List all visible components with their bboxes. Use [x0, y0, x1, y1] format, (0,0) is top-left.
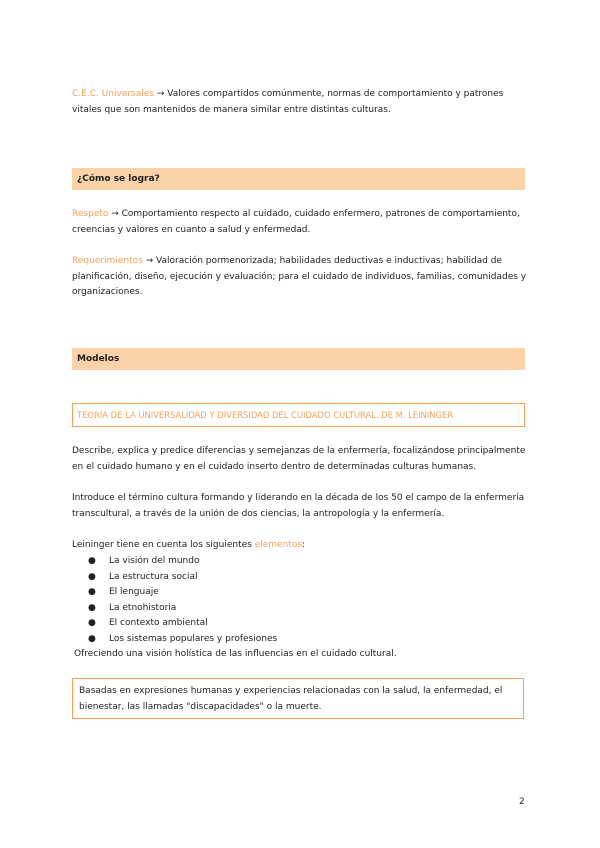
bullet-icon: ● — [88, 571, 96, 582]
respeto-arrow: → — [108, 209, 122, 219]
list-item-label: La etnohistoria — [109, 602, 177, 613]
respeto-text: Comportamiento respecto al cuidado, cuidado enfermero, patrones de comportamiento, creencias y valores en cuanto a salud y enfermedad. — [72, 209, 520, 235]
bullet-icon: ● — [88, 633, 96, 644]
cec-text: Valores compartidos comúnmente, normas de comportamiento y patrones vitales que son mantenidos de manera similar entre distintas culturas. — [72, 89, 504, 115]
list-item — [88, 570, 277, 586]
bullet-icon: ● — [88, 618, 96, 629]
elements-intro — [72, 538, 532, 554]
requerimientos-term: Requerimientos — [72, 256, 143, 266]
list-item — [88, 632, 277, 648]
list-item — [88, 554, 277, 570]
respeto-paragraph — [72, 207, 532, 238]
list-item-label: Los sistemas populares y profesiones — [109, 633, 278, 644]
elements-list — [88, 554, 277, 648]
page-number: 2 — [519, 797, 525, 807]
describe-paragraph: Describe, explica y predice diferencias y semejanzas de la enfermería, focalizándose principalmente en el cuidado humano y en el cuidado inserto dentro de determinadas culturas humanas. — [72, 446, 526, 472]
note-box: Basadas en expresiones humanas y experiencias relacionadas con la salud, la enfermedad, el bienestar, las llamadas "discapacidades" o la muerte. — [72, 678, 524, 719]
requerimientos-text: Valoración pormenorizada; habilidades deductivas e inductivas; habilidad de planificación, diseño, ejecución y evaluación; para el cuidado de individuos, familias, comunidades y organizaciones. — [72, 256, 527, 298]
list-item — [88, 616, 277, 632]
bullet-icon: ● — [88, 556, 96, 566]
bullet-icon: ● — [88, 602, 96, 613]
list-item — [88, 585, 277, 601]
bullet-icon: ● — [88, 587, 96, 598]
list-item-label: La estructura social — [109, 571, 198, 582]
list-item-label: El lenguaje — [109, 587, 159, 598]
closing-paragraph: Ofreciendo una visión holística de las influencias en el cuidado cultural. — [74, 649, 397, 659]
list-item-label: El contexto ambiental — [109, 618, 208, 629]
elements-intro-suffix: : — [302, 540, 306, 550]
elements-intro-accent: elementos — [254, 540, 303, 550]
section-heading-como-se-logra: ¿Cómo se logra? — [72, 168, 525, 190]
introduce-paragraph: Introduce el término cultura formando y liderando en la década de los 50 el campo de la enfermería transcultural, a través de la unión de dos ciencias, la antropología y la enfermería. — [72, 493, 525, 519]
list-item — [88, 601, 277, 617]
cec-term: C.E.C. Universales — [72, 89, 154, 99]
cec-paragraph — [72, 87, 532, 118]
section-heading-modelos: Modelos — [72, 348, 525, 370]
requerimientos-paragraph — [72, 254, 532, 301]
theory-title: TEORÍA DE LA UNIVERSALIDAD Y DIVERSIDAD DEL CUIDADO CULTURAL. DE M. LEININGER — [72, 403, 525, 427]
requerimientos-arrow: → — [142, 256, 157, 266]
elements-intro-prefix: Leininger tiene en cuenta los siguientes — [72, 540, 255, 550]
cec-arrow: → — [153, 89, 168, 99]
list-item-label: La visión del mundo — [109, 556, 200, 566]
respeto-term: Respeto — [72, 209, 109, 219]
